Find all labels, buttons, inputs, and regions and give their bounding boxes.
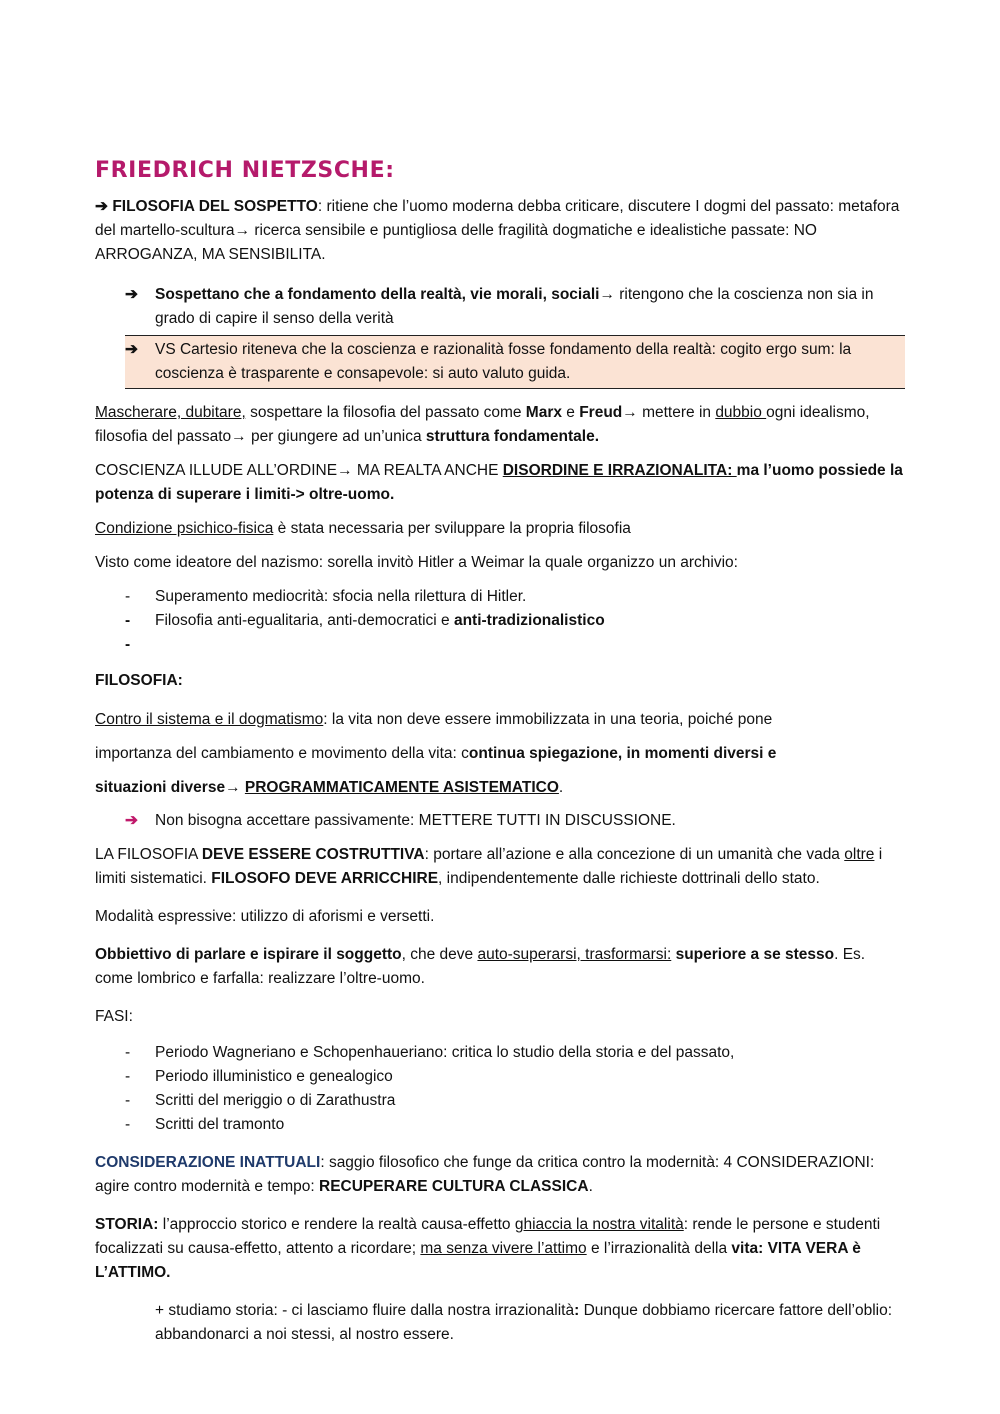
arrow-list xyxy=(125,283,905,389)
paragraph-considerazione-inattuali: CONSIDERAZIONE INATTUALI: saggio filosofico che funge da critica contro la modernità: 4 CONSIDERAZIONI: agire contro modernità e tempo: RECUPERARE CULTURA CLASSICA. xyxy=(95,1154,875,1195)
arrow-icon: → xyxy=(234,222,251,239)
list-item: - Scritti del meriggio o di Zarathustra xyxy=(125,1092,396,1109)
arrow-icon: → xyxy=(599,286,615,303)
paragraph-obbiettivo: Obbiettivo di parlare e ispirare il soggetto, che deve auto-superarsi, trasformarsi: superiore a se stesso. Es. come lombrico e farfalla: realizzare l’oltre-uomo. xyxy=(95,946,866,987)
paragraph-contro-sistema: Contro il sistema e il dogmatismo: la vita non deve essere immobilizzata in una teoria, poiché pone importanza del cambiamento e movimento della vita: continua spiegazione, in momenti diversi e situazioni diverse→ PROGRAMMATICAMENTE ASISTEMATICO. xyxy=(95,711,777,796)
list-item: - Periodo Wagneriano e Schopenhaueriano: critica lo studio della storia e del passato, xyxy=(125,1044,735,1061)
section-heading-filosofia: FILOSOFIA: xyxy=(95,672,183,689)
list-item: - Scritti del tramonto xyxy=(125,1116,285,1133)
list-item: ➔ Sospettano che a fondamento della realtà, vie morali, sociali→ ritengono che la coscienza non sia in grado di capire il senso della verità xyxy=(125,283,905,331)
paragraph-coscienza: COSCIENZA ILLUDE ALL’ORDINE→ MA REALTA ANCHE DISORDINE E IRRAZIONALITA: ma l’uomo possiede la potenza di superare i limiti-> oltre-uomo. xyxy=(95,462,903,503)
document-page xyxy=(95,150,905,1357)
paragraph-costruttiva: LA FILOSOFIA DEVE ESSERE COSTRUTTIVA: portare all’azione e alla concezione di un umanità che vada oltre i limiti sistematici. FILOSOFO DEVE ARRICCHIRE, indipendentemente dalle richieste dottrinali dello stato. xyxy=(95,846,883,887)
paragraph-modalita: Modalità espressive: utilizzo di aforismi e versetti. xyxy=(95,908,435,925)
highlighted-list-item: ➔ VS Cartesio riteneva che la coscienza e razionalità fosse fondamento della realtà: cogito ergo sum: la coscienza è trasparente e consapevole: si auto valuto guida. xyxy=(125,335,905,389)
paragraph-filosofia-sospetto: ➔ FILOSOFIA DEL SOSPETTO: ritiene che l’uomo moderna debba criticare, discutere I dogmi del passato: metafora del martello-scultura→ ricerca sensibile e puntigliosa delle fragilità dogmatiche e idealistiche passate: NO ARROGANZA, MA SENSIBILITA. xyxy=(95,198,900,263)
paragraph-mascherare: Mascherare, dubitare, sospettare la filosofia del passato come Marx e Freud→ mettere in dubbio ogni idealismo, filosofia del passato→ per giungere ad un’unica struttura fondamentale. xyxy=(95,404,870,445)
arrow-icon: ➔ xyxy=(125,812,138,829)
arrow-icon: ➔ xyxy=(125,341,138,358)
arrow-icon: → xyxy=(622,404,638,421)
arrow-icon: → xyxy=(337,462,353,479)
page-title: FRIEDRICH NIETZSCHE: xyxy=(95,158,395,183)
arrow-icon: → xyxy=(231,428,247,445)
paragraph-nazismo: Visto come ideatore del nazismo: sorella invitò Hitler a Weimar la quale organizzo un archivio: xyxy=(95,554,738,571)
paragraph-condizione: Condizione psichico-fisica è stata necessaria per sviluppare la propria filosofia xyxy=(95,520,631,537)
arrow-icon: ➔ xyxy=(125,286,138,303)
list-item: - Periodo illuministico e genealogico xyxy=(125,1068,393,1085)
paragraph-storia: STORIA: l’approccio storico e rendere la realtà causa-effetto ghiaccia la nostra vitalità: rende le persone e studenti focalizzati su causa-effetto, attento a ricordare; ma senza vivere l’attimo e l’irrazionalità della vita: VITA VERA è L’ATTIMO. xyxy=(95,1216,881,1281)
list-item: - Superamento mediocrità: sfocia nella rilettura di Hitler. xyxy=(125,588,527,605)
list-item: - Filosofia anti-egualitaria, anti-democratici e anti-tradizionalistico xyxy=(125,612,605,629)
fasi-list xyxy=(95,1041,905,1137)
list-item: - xyxy=(125,636,131,653)
arrow-icon: ➔ xyxy=(95,198,108,215)
list-item: ➔ Non bisogna accettare passivamente: METTERE TUTTI IN DISCUSSIONE. xyxy=(125,809,905,833)
section-heading-fasi: FASI: xyxy=(95,1008,133,1025)
nazismo-list xyxy=(95,585,905,657)
arrow-icon: → xyxy=(225,779,241,796)
paragraph-studiamo-storia: + studiamo storia: - ci lasciamo fluire dalla nostra irrazionalità: Dunque dobbiamo ricercare fattore dell’oblio: abbandonarci a noi stessi, al nostro essere. xyxy=(155,1302,893,1343)
